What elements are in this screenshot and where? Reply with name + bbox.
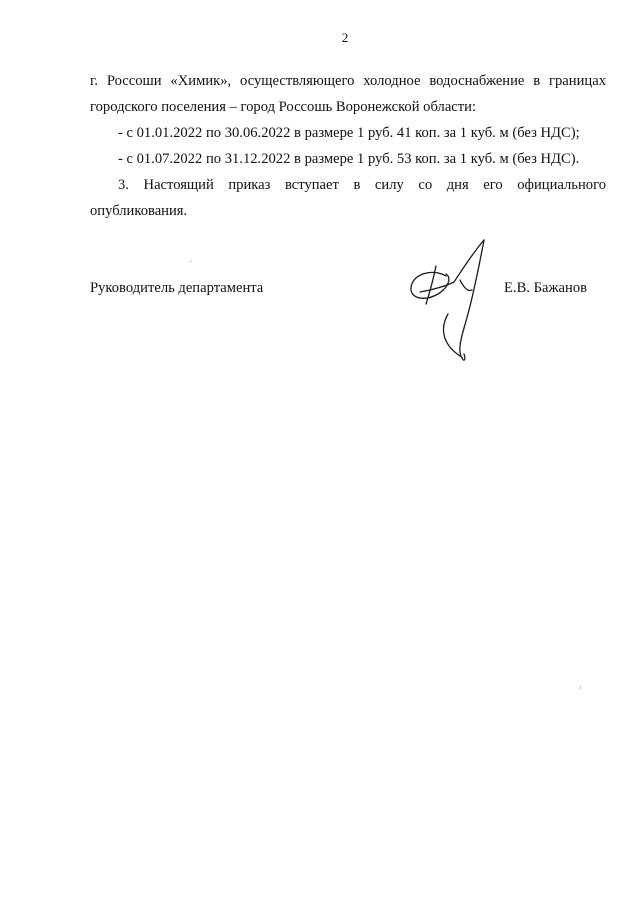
signature-image xyxy=(402,232,506,366)
scan-speck xyxy=(189,260,192,263)
scan-speck xyxy=(580,686,581,689)
signer-name: Е.В. Бажанов xyxy=(504,280,588,296)
paragraph-continuation xyxy=(90,68,606,120)
tariff-item-2: - с 01.07.2022 по 31.12.2022 в размере 1 руб. 53 коп. за 1 куб. м (без НДС). xyxy=(118,151,580,167)
paragraph-line-1: г. Россоши «Химик», осуществляющего холодное водоснабжение в границах xyxy=(90,73,606,89)
tariff-item-1: - с 01.01.2022 по 30.06.2022 в размере 1 руб. 41 коп. за 1 куб. м (без НДС); xyxy=(118,125,580,141)
page-number: 2 xyxy=(341,30,349,45)
paragraph-line-2: городского поселения – город Россошь Воронежской области: xyxy=(90,99,477,115)
signer-position: Руководитель департамента xyxy=(90,280,264,296)
paragraph-3-effective-date: 3. Настоящий приказ вступает в силу со дня его официального опубликования. xyxy=(90,177,606,219)
